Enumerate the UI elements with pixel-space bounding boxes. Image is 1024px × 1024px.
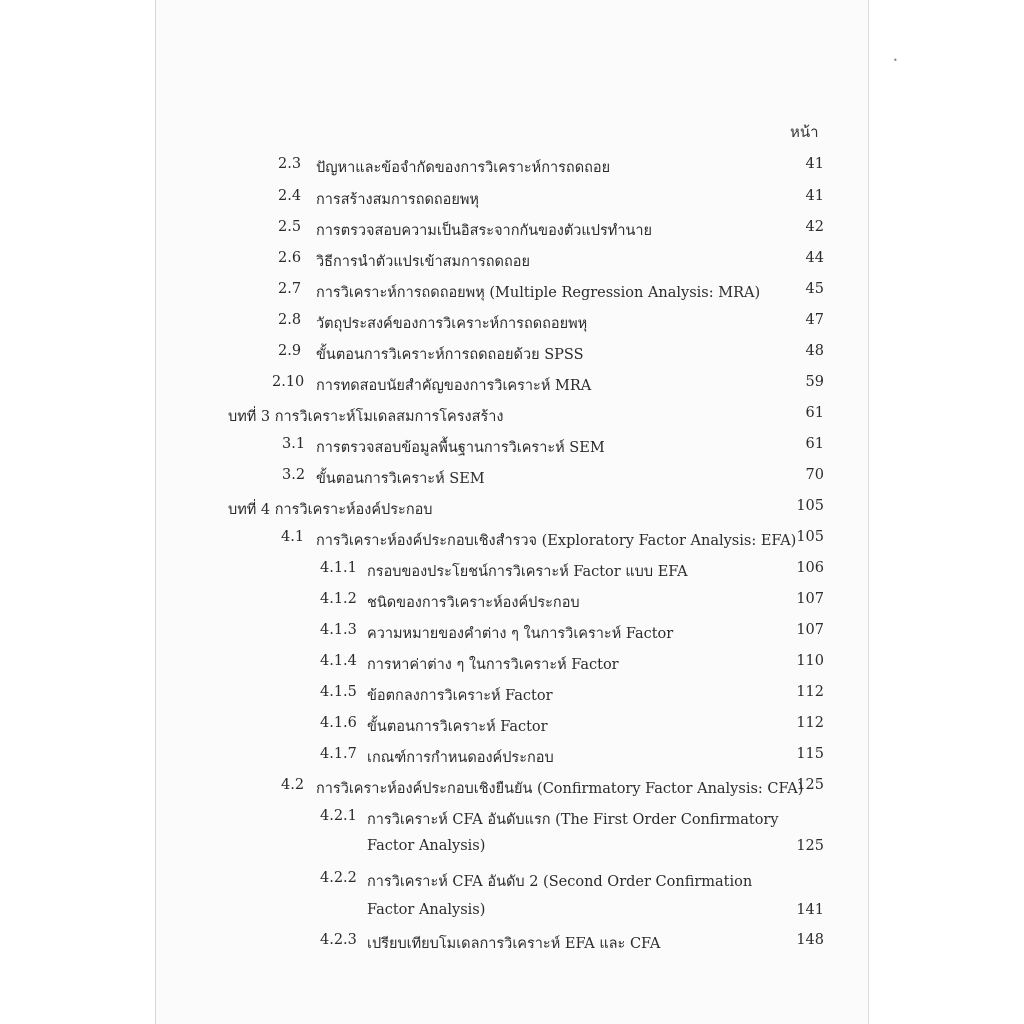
toc-entry-number: 4.1.4 xyxy=(320,653,357,669)
toc-entry-page-number: 48 xyxy=(805,343,824,359)
toc-entry-number: 4.1.2 xyxy=(320,591,357,607)
toc-entry-page-number: 112 xyxy=(796,715,824,731)
toc-entry-title: การตรวจสอบความเป็นอิสระจากกันของตัวแปรทำนาย xyxy=(316,223,653,239)
toc-entry-page-number: 42 xyxy=(805,219,824,235)
toc-entry-number: 4.1.3 xyxy=(320,622,357,638)
toc-entry xyxy=(0,715,1024,737)
toc-entry-number: 2.8 xyxy=(278,312,302,328)
toc-entry xyxy=(0,838,1024,860)
toc-entry-title: ปัญหาและข้อจำกัดของการวิเคราะห์การถดถอย xyxy=(316,160,611,176)
toc-entry-title: วัตถุประสงค์ของการวิเคราะห์การถดถอยพหุ xyxy=(316,316,588,332)
toc-entry xyxy=(0,808,1024,830)
toc-entry-number: 2.6 xyxy=(278,250,302,266)
toc-entry xyxy=(0,932,1024,954)
toc-entry xyxy=(0,684,1024,706)
toc-entry-title: การวิเคราะห์องค์ประกอบเชิงสำรวจ (Exploratory Factor Analysis: EFA) xyxy=(316,533,797,549)
toc-entry-title: บทที่ 4 การวิเคราะห์องค์ประกอบ xyxy=(228,502,433,518)
toc-entry xyxy=(0,219,1024,241)
toc-entry-number: 4.2 xyxy=(281,777,305,793)
toc-entry-number: 4.1.6 xyxy=(320,715,357,731)
toc-entry-page-number: 61 xyxy=(805,405,824,421)
toc-entry xyxy=(0,902,1024,924)
toc-entry xyxy=(0,746,1024,768)
toc-entry xyxy=(0,343,1024,365)
toc-entry-number: 4.1.5 xyxy=(320,684,357,700)
toc-entry-number: 4.1 xyxy=(281,529,305,545)
toc-entry xyxy=(0,188,1024,210)
toc-entry-page-number: 41 xyxy=(805,188,824,204)
toc-entry-title: Factor Analysis) xyxy=(367,902,486,918)
toc-entry-page-number: 107 xyxy=(796,591,824,607)
toc-entry-number: 2.7 xyxy=(278,281,302,297)
toc-entry-number: 2.5 xyxy=(278,219,302,235)
toc-entry xyxy=(0,622,1024,644)
toc-entry-title: ขั้นตอนการวิเคราะห์ SEM xyxy=(316,471,485,487)
toc-entry-page-number: 70 xyxy=(805,467,824,483)
toc-entry xyxy=(0,870,1024,892)
toc-entry-number: 4.2.3 xyxy=(320,932,357,948)
toc-entry-number: 2.10 xyxy=(272,374,305,390)
toc-entry-title: วิธีการนำตัวแปรเข้าสมการถดถอย xyxy=(316,254,530,270)
toc-entry-page-number: 105 xyxy=(796,498,824,514)
toc-entry xyxy=(0,374,1024,396)
toc-entry-title: ขั้นตอนการวิเคราะห์การถดถอยด้วย SPSS xyxy=(316,347,584,363)
toc-entry-number: 3.1 xyxy=(282,436,306,452)
toc-entry-title: การวิเคราะห์การถดถอยพหุ (Multiple Regression Analysis: MRA) xyxy=(316,285,761,301)
toc-entry-page-number: 115 xyxy=(796,746,824,762)
toc-entry-title: การวิเคราะห์องค์ประกอบเชิงยืนยัน (Confirmatory Factor Analysis: CFA) xyxy=(316,781,804,797)
toc-entry-number: 4.1.7 xyxy=(320,746,357,762)
toc-entry xyxy=(0,777,1024,799)
toc-entry-number: 4.2.2 xyxy=(320,870,357,886)
toc-entry-number: 3.2 xyxy=(282,467,306,483)
toc-entry-page-number: 44 xyxy=(805,250,824,266)
toc-entry-title: การวิเคราะห์ CFA อันดับแรก (The First Order Confirmatory xyxy=(367,812,779,828)
toc-entry xyxy=(0,250,1024,272)
toc-entry-title: กรอบของประโยชน์การวิเคราะห์ Factor แบบ EFA xyxy=(367,564,688,580)
toc-entry-title: การทดสอบนัยสำคัญของการวิเคราะห์ MRA xyxy=(316,378,592,394)
toc-entry-title: บทที่ 3 การวิเคราะห์โมเดลสมการโครงสร้าง xyxy=(228,409,504,425)
toc-entry xyxy=(0,529,1024,551)
toc-entry-title: การสร้างสมการถดถอยพหุ xyxy=(316,192,479,208)
toc-entry-page-number: 112 xyxy=(796,684,824,700)
toc-entry-number: 2.9 xyxy=(278,343,302,359)
toc-entry-title: เปรียบเทียบโมเดลการวิเคราะห์ EFA และ CFA xyxy=(367,936,661,952)
toc-entry-title: ชนิดของการวิเคราะห์องค์ประกอบ xyxy=(367,595,580,611)
toc-entry-page-number: 125 xyxy=(796,838,824,854)
toc-entry-page-number: 107 xyxy=(796,622,824,638)
toc-entry-page-number: 148 xyxy=(796,932,824,948)
toc-entry xyxy=(0,591,1024,613)
toc-entry-page-number: 45 xyxy=(805,281,824,297)
toc-entry xyxy=(0,281,1024,303)
toc-entry-title: เกณฑ์การกำหนดองค์ประกอบ xyxy=(367,750,554,766)
toc-entry-number: 4.2.1 xyxy=(320,808,357,824)
toc-entry xyxy=(0,467,1024,489)
toc-entry-page-number: 125 xyxy=(796,777,824,793)
toc-entry-title: ความหมายของคำต่าง ๆ ในการวิเคราะห์ Factor xyxy=(367,626,674,642)
toc-entry-page-number: 141 xyxy=(796,902,824,918)
toc-entry-page-number: 106 xyxy=(796,560,824,576)
toc-entry xyxy=(0,653,1024,675)
toc-entry-title: การตรวจสอบข้อมูลพื้นฐานการวิเคราะห์ SEM xyxy=(316,440,605,456)
toc-entry-title: การวิเคราะห์ CFA อันดับ 2 (Second Order Confirmation xyxy=(367,874,753,890)
page-column-header: หน้า xyxy=(790,123,819,141)
toc-entry-title: ขั้นตอนการวิเคราะห์ Factor xyxy=(367,719,548,735)
toc-entry-page-number: 110 xyxy=(796,653,824,669)
toc-entry xyxy=(0,312,1024,334)
toc-entry xyxy=(0,405,1024,427)
toc-entry-page-number: 105 xyxy=(796,529,824,545)
toc-entry-title: Factor Analysis) xyxy=(367,838,486,854)
toc-entry-page-number: 59 xyxy=(805,374,824,390)
toc-entry-title: ข้อตกลงการวิเคราะห์ Factor xyxy=(367,688,553,704)
toc-entry xyxy=(0,498,1024,520)
toc-entry-number: 2.4 xyxy=(278,188,302,204)
toc-entry xyxy=(0,560,1024,582)
toc-entry-page-number: 47 xyxy=(805,312,824,328)
toc-entry-number: 2.3 xyxy=(278,156,302,172)
toc-entry xyxy=(0,436,1024,458)
toc-entry xyxy=(0,156,1024,178)
toc-entry-title: การหาค่าต่าง ๆ ในการวิเคราะห์ Factor xyxy=(367,657,619,673)
toc-entry-number: 4.1.1 xyxy=(320,560,357,576)
toc-entry-page-number: 61 xyxy=(805,436,824,452)
toc-entry-page-number: 41 xyxy=(805,156,824,172)
stray-mark: • xyxy=(893,56,898,65)
